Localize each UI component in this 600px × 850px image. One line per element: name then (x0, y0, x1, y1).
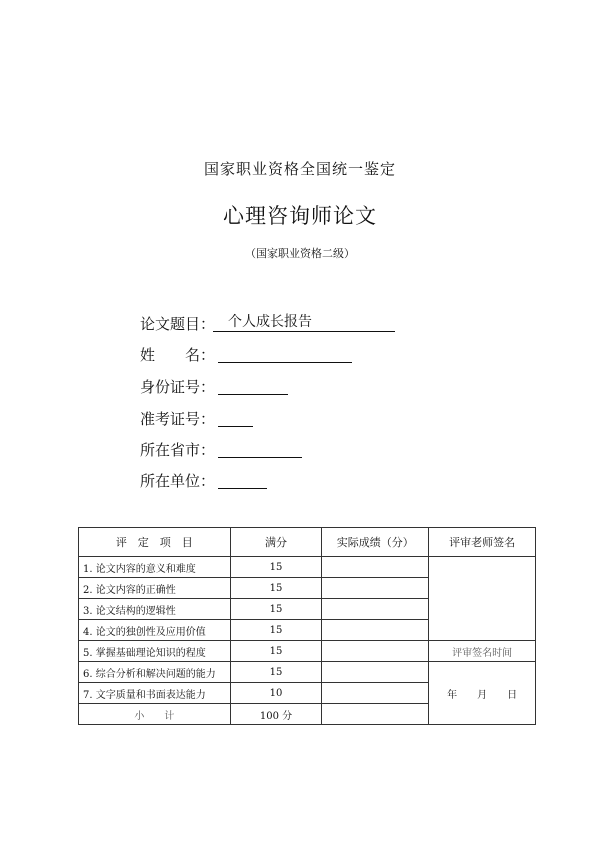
field-label: 论文题目： (140, 315, 216, 333)
item-cell: 2. 论文内容的正确性 (79, 578, 231, 599)
exam-subtitle: 国家职业资格全国统一鉴定 (203, 160, 396, 178)
field-label: 所在单位： (140, 472, 216, 490)
header-actual-score: 实际成绩（分） (322, 528, 429, 557)
actual-score-cell[interactable] (322, 599, 429, 620)
item-cell: 3. 论文结构的逻辑性 (79, 599, 231, 620)
item-cell: 1. 论文内容的意义和难度 (79, 557, 231, 578)
full-score-cell: 15 (230, 641, 322, 662)
full-score-cell: 15 (230, 557, 322, 578)
item-cell: 6. 综合分析和解决问题的能力 (79, 662, 231, 683)
field-label: 准考证号： (140, 410, 216, 428)
actual-score-cell[interactable] (322, 620, 429, 641)
field-label: 身份证号： (140, 378, 216, 396)
actual-score-cell[interactable] (322, 683, 429, 704)
table-row (79, 662, 536, 683)
underline (218, 488, 267, 489)
table-header-row (79, 528, 536, 557)
field-thesis-title (140, 313, 312, 335)
header-item: 评 定 项 目 (79, 528, 231, 557)
review-time-label: 评审签名时间 (429, 641, 536, 662)
actual-score-cell[interactable] (322, 557, 429, 578)
field-name (140, 344, 217, 366)
thesis-title-value[interactable]: 个人成长报告 (228, 314, 312, 330)
score-table (78, 527, 536, 725)
actual-score-cell[interactable] (322, 578, 429, 599)
field-work-unit (140, 470, 217, 492)
full-score-cell: 15 (230, 599, 322, 620)
underline (218, 362, 352, 363)
field-label: 所在省市： (140, 441, 216, 459)
full-score-cell: 10 (230, 683, 322, 704)
table-row (79, 641, 536, 662)
review-date-cell[interactable]: 年 月 日 (429, 662, 536, 725)
field-id-number (140, 376, 217, 398)
header-reviewer-signature: 评审老师签名 (429, 528, 536, 557)
full-score-cell: 15 (230, 662, 322, 683)
header-full-score: 满分 (230, 528, 322, 557)
item-cell: 5. 掌握基础理论知识的程度 (79, 641, 231, 662)
total-score: 100 分 (230, 704, 322, 725)
field-label: 姓 名： (140, 346, 216, 364)
reviewer-signature-cell[interactable] (429, 557, 536, 641)
page-title: 心理咨询师论文 (223, 204, 377, 228)
total-label: 小 计 (79, 704, 231, 725)
full-score-cell: 15 (230, 620, 322, 641)
actual-score-cell[interactable] (322, 641, 429, 662)
qualification-level: （国家职业资格二级） (245, 247, 355, 260)
full-score-cell: 15 (230, 578, 322, 599)
underline (218, 426, 253, 427)
underline (218, 394, 288, 395)
item-cell: 4. 论文的独创性及应用价值 (79, 620, 231, 641)
table-row (79, 557, 536, 578)
underline (213, 331, 395, 332)
field-admission-number (140, 408, 217, 430)
field-province-city (140, 439, 217, 461)
underline (218, 457, 302, 458)
item-cell: 7. 文字质量和书面表达能力 (79, 683, 231, 704)
total-actual-score-cell[interactable] (322, 704, 429, 725)
actual-score-cell[interactable] (322, 662, 429, 683)
